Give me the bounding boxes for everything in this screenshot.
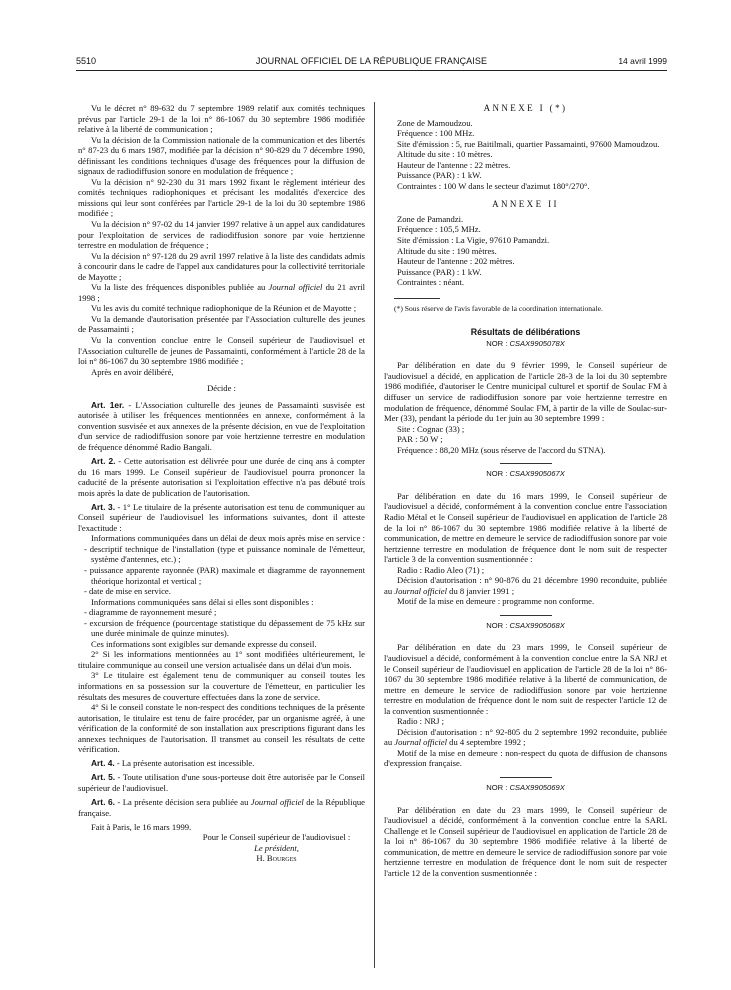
list-item: - puissance apparente rayonnée (PAR) maximale et diagramme de rayonnement théorique horizontal et vertical ; xyxy=(84,564,365,586)
article-4: Art. 4. - La présente autorisation est incessible. xyxy=(91,758,255,769)
annex-line: Puissance (PAR) : 1 kW. xyxy=(397,170,482,181)
signature-name: H. Bourges xyxy=(256,853,297,864)
journal-title: JOURNAL OFFICIEL DE LA RÉPUBLIQUE FRANÇAISE xyxy=(255,56,488,66)
article-6: Art. 6. - La présente décision sera publiée au Journal officiel de la République française. xyxy=(78,796,365,818)
annex-line: Altitude du site : 10 mètres. xyxy=(397,149,493,160)
annex-line: Hauteur de l'antenne : 22 mètres. xyxy=(397,159,511,170)
list-item: - descriptif technique de l'installation (type et puissance nominale de l'émetteur, système d'antennes, etc.) ; xyxy=(84,543,365,565)
article-3: Art. 3. - 1° Le titulaire de la présente autorisation est tenu de communiquer au Conseil supérieur de l'audiovisuel les informations suivantes, dont il atteste l'exactitude : xyxy=(78,501,365,533)
annex-line: Site d'émission : La Vigie, 97610 Pamandzi. xyxy=(397,235,550,246)
visa-paragraph: Vu la demande d'autorisation présentée par l'Association culturelle des jeunes de Passamainti ; xyxy=(78,313,365,335)
visa-paragraph: Vu le décret n° 89-632 du 7 septembre 1989 relatif aux comités techniques prévus par l'article 29-1 de la loi n° 86-1067 du 30 septembre 1986 modifiée relative à la liberté de communication ; xyxy=(78,103,365,135)
page-header xyxy=(76,56,667,69)
separator-rule xyxy=(500,615,552,616)
annex-line: Contraintes : néant. xyxy=(397,277,465,288)
visa-paragraph: Après en avoir délibéré, xyxy=(91,366,174,377)
article-label: Art. 6. xyxy=(91,796,116,807)
info-heading: Informations communiquées sans délai si elles sont disponibles : xyxy=(91,596,314,607)
journal-reference: Journal officiel xyxy=(394,737,448,748)
annex-line: Puissance (PAR) : 1 kW. xyxy=(397,266,482,277)
journal-reference: Journal officiel xyxy=(394,585,448,596)
header-rule xyxy=(76,70,667,71)
left-column xyxy=(78,103,365,864)
deliberation-line: Motif de la mise en demeure : programme non conforme. xyxy=(397,596,595,607)
nor-reference: NOR : CSAX9905067X xyxy=(486,469,565,479)
deliberation-line: PAR : 50 W ; xyxy=(397,434,443,445)
annex-2-title: ANNEXE II xyxy=(492,199,559,210)
list-item: - excursion de fréquence (pourcentage statistique du dépassement de 75 kHz sur une durée minimale de quinze minutes). xyxy=(84,617,365,639)
deliberation-paragraph: Par délibération en date du 16 mars 1999, le Conseil supérieur de l'audiovisuel a décidé, conformément à la convention conclue entre l'association Radio Métal et le Conseil supérieur de l'audiovisuel en application de l'article 28 de la loi n° 86-1067 du 30 septembre 1986 modifiée relative à la liberté de communication, de mettre en demeure le service de radiodiffusion sonore par voie hertzienne terrestre en modulation de fréquence dont le nom suit de respecter l'article 3 de la convention susmentionnée : xyxy=(384,490,667,565)
footnote-rule xyxy=(394,298,440,299)
decide-heading: Décide : xyxy=(207,383,236,394)
article-label: Art. 5. xyxy=(91,772,116,783)
right-column xyxy=(384,103,667,878)
article-label: Art. 3. xyxy=(91,501,116,512)
article-label: Art. 2. xyxy=(91,456,116,466)
nor-reference: NOR : CSAX9905078X xyxy=(486,338,565,348)
article-2: Art. 2. - Cette autorisation est délivrée pour une durée de cinq ans à compter du 16 mars 1999. Le Conseil supérieur de l'audiovisuel pourra prononcer la caducité de la présente autorisation si l'exploitation effective n'a pas débuté trois mois après la date de publication de l'autorisation. xyxy=(78,456,365,498)
body-paragraph: 3° Le titulaire est également tenu de communiquer au conseil toutes les informations en sa possession sur la couverture de l'émetteur, en particulier les résultats des mesures de couverture effectuées dans la zone de service. xyxy=(78,670,365,702)
footnote: (*) Sous réserve de l'avis favorable de la coordination internationale. xyxy=(394,303,603,313)
nor-reference: NOR : CSAX9905069X xyxy=(486,782,565,792)
visa-paragraph: Vu la convention conclue entre le Conseil supérieur de l'audiovisuel et l'Association culturelle de jeunes de Passamainti, conformément à l'article 28 de la loi n° 86-1067 du 30 septembre 1986 modifiée ; xyxy=(78,335,365,367)
deliberation-line: Fréquence : 88,20 MHz (sous réserve de l'accord du STNA). xyxy=(397,444,606,455)
separator-rule xyxy=(500,777,552,778)
deliberation-line: Motif de la mise en demeure : non-respect du quota de diffusion de chansons d'expression française. xyxy=(384,747,667,769)
visa-paragraph: Vu la décision de la Commission nationale de la communication et des libertés n° 87-23 du 6 mars 1987, modifiée par la décision n° 90-829 du 7 décembre 1990, définissant les conditions techniques d'usage des fréquences pour la diffusion de signaux de radiodiffusion sonore en modulation de fréquence ; xyxy=(78,134,365,177)
deliberation-line: Décision d'autorisation : n° 90-876 du 21 décembre 1990 reconduite, publiée au Journal officiel du 8 janvier 1991 ; xyxy=(384,575,667,596)
deliberation-line: Radio : NRJ ; xyxy=(397,716,445,727)
visa-paragraph: Vu la décision n° 92-230 du 31 mars 1992 fixant le règlement intérieur des comités techniques radiophoniques et précisant les modalités d'exercice des missions qui leur sont conférées par l'article 29-1 de la loi du 30 septembre 1986 modifiée ; xyxy=(78,176,365,219)
journal-reference: Journal officiel xyxy=(268,282,323,293)
article-5: Art. 5. - Toute utilisation d'une sous-porteuse doit être autorisée par le Conseil supérieur de l'audiovisuel. xyxy=(78,772,365,793)
nor-reference: NOR : CSAX9905068X xyxy=(486,620,565,630)
journal-reference: Journal officiel xyxy=(250,796,304,807)
annex-line: Fréquence : 105,5 MHz. xyxy=(397,224,481,235)
body-paragraph: Ces informations sont exigibles sur demande expresse du conseil. xyxy=(91,638,317,649)
article-label: Art. 1er. xyxy=(91,399,125,410)
annex-line: Altitude du site : 190 mètres. xyxy=(397,245,497,256)
deliberation-line: Décision d'autorisation : n° 92-805 du 2 septembre 1992 reconduite, publiée au Journal officiel du 4 septembre 1992 ; xyxy=(384,726,667,748)
annex-line: Zone de Pamandzi. xyxy=(397,213,464,224)
annex-line: Contraintes : 100 W dans le secteur d'azimut 180°/270°. xyxy=(397,180,590,191)
annex-line: Hauteur de l'antenne : 202 mètres. xyxy=(397,256,515,267)
deliberation-line: Site : Cognac (33) ; xyxy=(397,423,465,434)
signature-role: Le président, xyxy=(254,842,299,853)
visa-paragraph: Vu la décision n° 97-128 du 29 avril 1997 relative à la liste des candidats admis à concourir dans le cadre de l'appel aux candidatures pour la collectivité territoriale de Mayotte ; xyxy=(78,250,365,282)
deliberation-paragraph: Par délibération en date du 23 mars 1999, le Conseil supérieur de l'audiovisuel a décidé, conformément à la convention conclue entre la SA NRJ et le Conseil supérieur de l'audiovisuel en application de l'article 28 de la loi n° 86-1067 du 30 septembre 1986 modifiée relative à la liberté de communication, de mettre en demeure le service de radiodiffusion sonore par voie hertzienne terrestre en modulation de fréquence dont le nom suit de respecter l'article 12 de la convention susmentionnée : xyxy=(384,642,667,716)
annex-line: Site d'émission : 5, rue Baitilmali, quartier Passamainti, 97600 Mamoudzou. xyxy=(397,138,660,149)
visa-paragraph: Vu la décision n° 97-02 du 14 janvier 1997 relative à un appel aux candidatures pour l'exploitation de services de radiodiffusion sonore par voie hertzienne terrestre en modulation de fréquence ; xyxy=(78,219,365,251)
page-number: 5510 xyxy=(76,56,97,66)
annex-line: Zone de Mamoudzou. xyxy=(397,117,473,128)
place-date: Fait à Paris, le 16 mars 1999. xyxy=(91,821,192,832)
body-paragraph: 4° Si le conseil constate le non-respect des conditions techniques de la présente autorisation, le titulaire est tenu de faire procéder, par un organisme agréé, à une vérification de la conformité de son installation aux prescriptions figurant dans les annexes techniques de l'autorisation. Il transmet au conseil les résultats de cette vérification. xyxy=(78,702,365,755)
info-heading: Informations communiquées dans un délai de deux mois après mise en service : xyxy=(91,533,365,544)
signature-block: Pour le Conseil supérieur de l'audiovisuel : xyxy=(202,832,351,843)
section-title: Résultats de délibérations xyxy=(470,327,581,338)
deliberation-line: Radio : Radio Aleo (71) ; xyxy=(397,564,485,575)
list-item: - diagramme de rayonnement mesuré ; xyxy=(84,607,217,618)
visa-paragraph: Vu la liste des fréquences disponibles publiée au Journal officiel du 21 avril 1998 ; xyxy=(78,282,365,303)
deliberation-paragraph: Par délibération en date du 9 février 1999, le Conseil supérieur de l'audiovisuel a décidé, en application de l'article 28-3 de la loi du 30 septembre 1986 modifiée, d'autoriser le Centre municipal culturel et sportif de Soulac FM à diffuser un service de radiodiffusion sonore par voie hertzienne terrestre en modulation de fréquence, dénommé Soulac FM, à partir de la ville de Soulac-sur-Mer (33), pendant la période du 1er juin au 30 septembre 1999 : xyxy=(384,360,667,424)
article-1: Art. 1er. - L'Association culturelle des jeunes de Passamainti susvisée est autorisée à utiliser les fréquences mentionnées en annexe, conformément à la convention susvisée et aux annexes de la présente décision, en vue de l'exploitation d'un service de radiodiffusion sonore par voie hertzienne terrestre en modulation de fréquence dénommé Radio Bangali. xyxy=(78,399,365,452)
annex-line: Fréquence : 100 MHz. xyxy=(397,128,475,139)
separator-rule xyxy=(500,463,552,464)
annex-1-title: ANNEXE I (*) xyxy=(483,103,568,113)
list-item: - date de mise en service. xyxy=(84,586,171,597)
visa-paragraph: Vu les avis du comité technique radiophonique de la Réunion et de Mayotte ; xyxy=(91,303,357,314)
article-label: Art. 4. xyxy=(91,758,115,769)
body-paragraph: 2° Si les informations mentionnées au 1° sont modifiées ultérieurement, le titulaire communique au conseil une version actualisée dans un délai d'un mois. xyxy=(78,649,365,670)
issue-date: 14 avril 1999 xyxy=(618,56,667,66)
column-divider xyxy=(374,102,375,968)
deliberation-paragraph: Par délibération en date du 23 mars 1999, le Conseil supérieur de l'audiovisuel a décidé, conformément à la convention conclue entre la SARL Challenge et le Conseil supérieur de l'audiovisuel en application de l'article 28 de la loi n° 86-1067 du 30 septembre 1986 modifiée relative à la liberté de communication, de mettre en demeure le service de radiodiffusion sonore par voie hertzienne terrestre en modulation de fréquence dont le nom suit de respecter l'article 12 de la convention susmentionnée : xyxy=(384,804,667,878)
